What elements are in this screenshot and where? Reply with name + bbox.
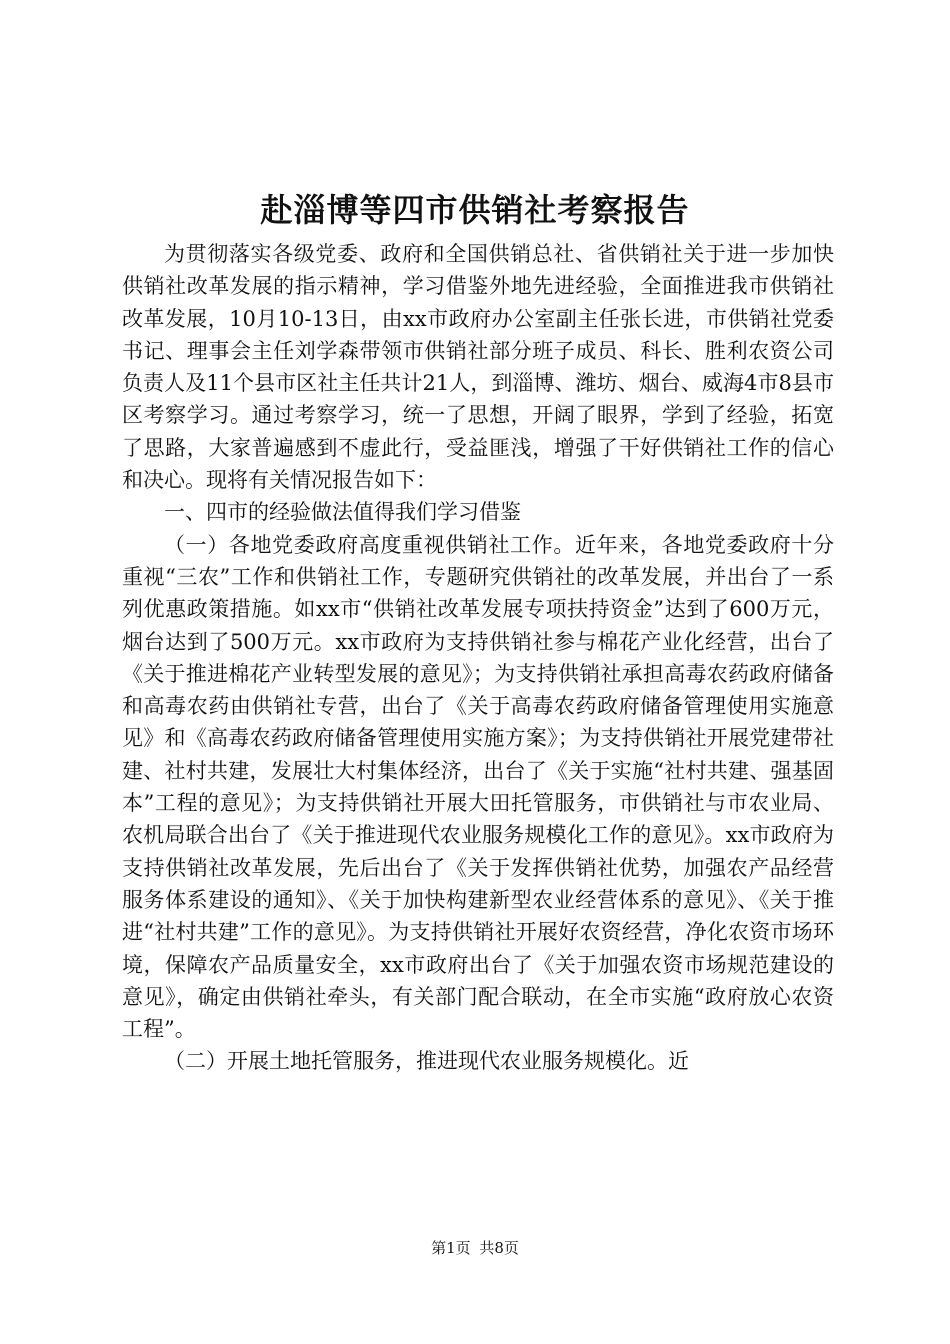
paragraph-subsection-1: （一）各地党委政府高度重视供销社工作。近年来，各地党委政府十分重视“三农”工作和供销社工作，专题研究供销社的改革发展，并出台了一系列优惠政策措施。如xx市“供销社改革发展专项扶持资金”达到了600万元，烟台达到了500万元。xx市政府为支持供销社参与棉花产业化经营，出台了《关于推进棉花产业转型发展的意见》；为支持供销社承担高毒农药政府储备和高毒农药由供销社专营，出台了《关于高毒农药政府储备管理使用实施意见》和《高毒农药政府储备管理使用实施方案》；为支持供销社开展党建带社建、社村共建，发展壮大村集体经济，出台了《关于实施“社村共建、强基固本”工程的意见》；为支持供销社开展大田托管服务，市供销社与市农业局、农机局联合出台了《关于推进现代农业服务规模化工作的意见》。xx市政府为支持供销社改革发展，先后出台了《关于发挥供销社优势，加强农产品经营服务体系建设的通知》、《关于加快构建新型农业经营体系的意见》、《关于推进“社村共建”工作的意见》。为支持供销社开展好农资经营，净化农资市场环境，保障农产品质量安全，xx市政府出台了《关于加强农资市场规范建设的意见》，确定由供销社牵头，有关部门配合联动，在全市实施“政府放心农资工程”。 [122,532,834,1042]
page-number: 第1页 [431,1239,471,1257]
document-title: 赴淄博等四市供销社考察报告 [260,191,690,229]
paragraph-subsection-2: （二）开展土地托管服务，推进现代农业服务规模化。近 [164,1049,689,1074]
section-heading: 一、四市的经验做法值得我们学习借鉴 [164,500,521,525]
paragraph-intro: 为贯彻落实各级党委、政府和全国供销总社、省供销社关于进一步加快供销社改革发展的指示精神，学习借鉴外地先进经验，全面推进我市供销社改革发展，10月10-13日，由xx市政府办公室副主任张长进，市供销社党委书记、理事会主任刘学森带领市供销社部分班子成员、科长、胜利农资公司负责人及11个县市区社主任共计21人，到淄博、潍坊、烟台、威海4市8县市区考察学习。通过考察学习，统一了思想，开阔了眼界，学到了经验，拓宽了思路，大家普遍感到不虚此行，受益匪浅，增强了干好供销社工作的信心和决心。现将有关情况报告如下： [122,242,834,493]
page-total: 共8页 [479,1239,519,1257]
page-footer [0,1238,950,1258]
document-body [122,238,834,1078]
